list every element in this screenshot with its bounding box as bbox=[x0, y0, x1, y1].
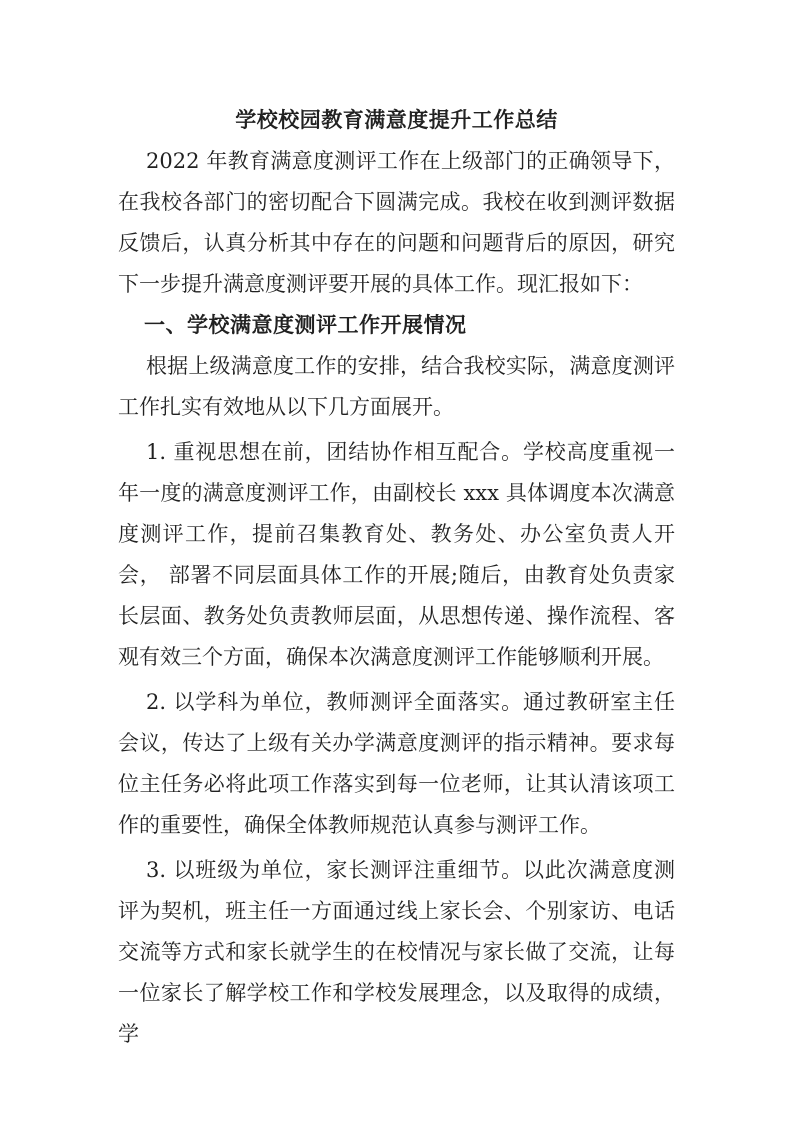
paragraph-point-2: 2. 以学科为单位，教师测评全面落实。通过教研室主任会议，传达了上级有关办学满意度测评的指示精神。要求每位主任务必将此项工作落实到每一位老师，让其认清该项工作的重要性，确保全体教师规范认真参与测评工作。 bbox=[118, 690, 675, 837]
paragraph-intro: 2022 年教育满意度测评工作在上级部门的正确领导下，在我校各部门的密切配合下圆满完成。我校在收到测评数据反馈后，认真分析其中存在的问题和问题背后的原因，研究下一步提升满意度测评要开展的具体工作。现汇报如下： bbox=[118, 149, 675, 296]
document-title: 学校校园教育满意度提升工作总结 bbox=[235, 108, 558, 132]
paragraph-point-3: 3. 以班级为单位，家长测评注重细节。以此次满意度测评为契机，班主任一方面通过线上家长会、个别家访、电话交流等方式和家长就学生的在校情况与家长做了交流，让每一位家长了解学校工作和学校发展理念，以及取得的成绩，学 bbox=[118, 858, 675, 1046]
paragraph-point-1: 1. 重视思想在前，团结协作相互配合。学校高度重视一年一度的满意度测评工作，由副校长 xxx 具体调度本次满意度测评工作，提前召集教育处、教务处、办公室负责人开会， 部署不同层面具体工作的开展;随后，由教育处负责家长层面、教务处负责教师层面，从思想传递、操作流程、客观有效三个方面，确保本次满意度测评工作能够顺利开展。 bbox=[118, 440, 675, 669]
paragraph-overview: 根据上级满意度工作的安排，结合我校实际，满意度测评工作扎实有效地从以下几方面展开。 bbox=[118, 354, 675, 419]
section-heading-1: 一、学校满意度测评工作开展情况 bbox=[144, 313, 467, 337]
document-content bbox=[118, 100, 675, 1055]
